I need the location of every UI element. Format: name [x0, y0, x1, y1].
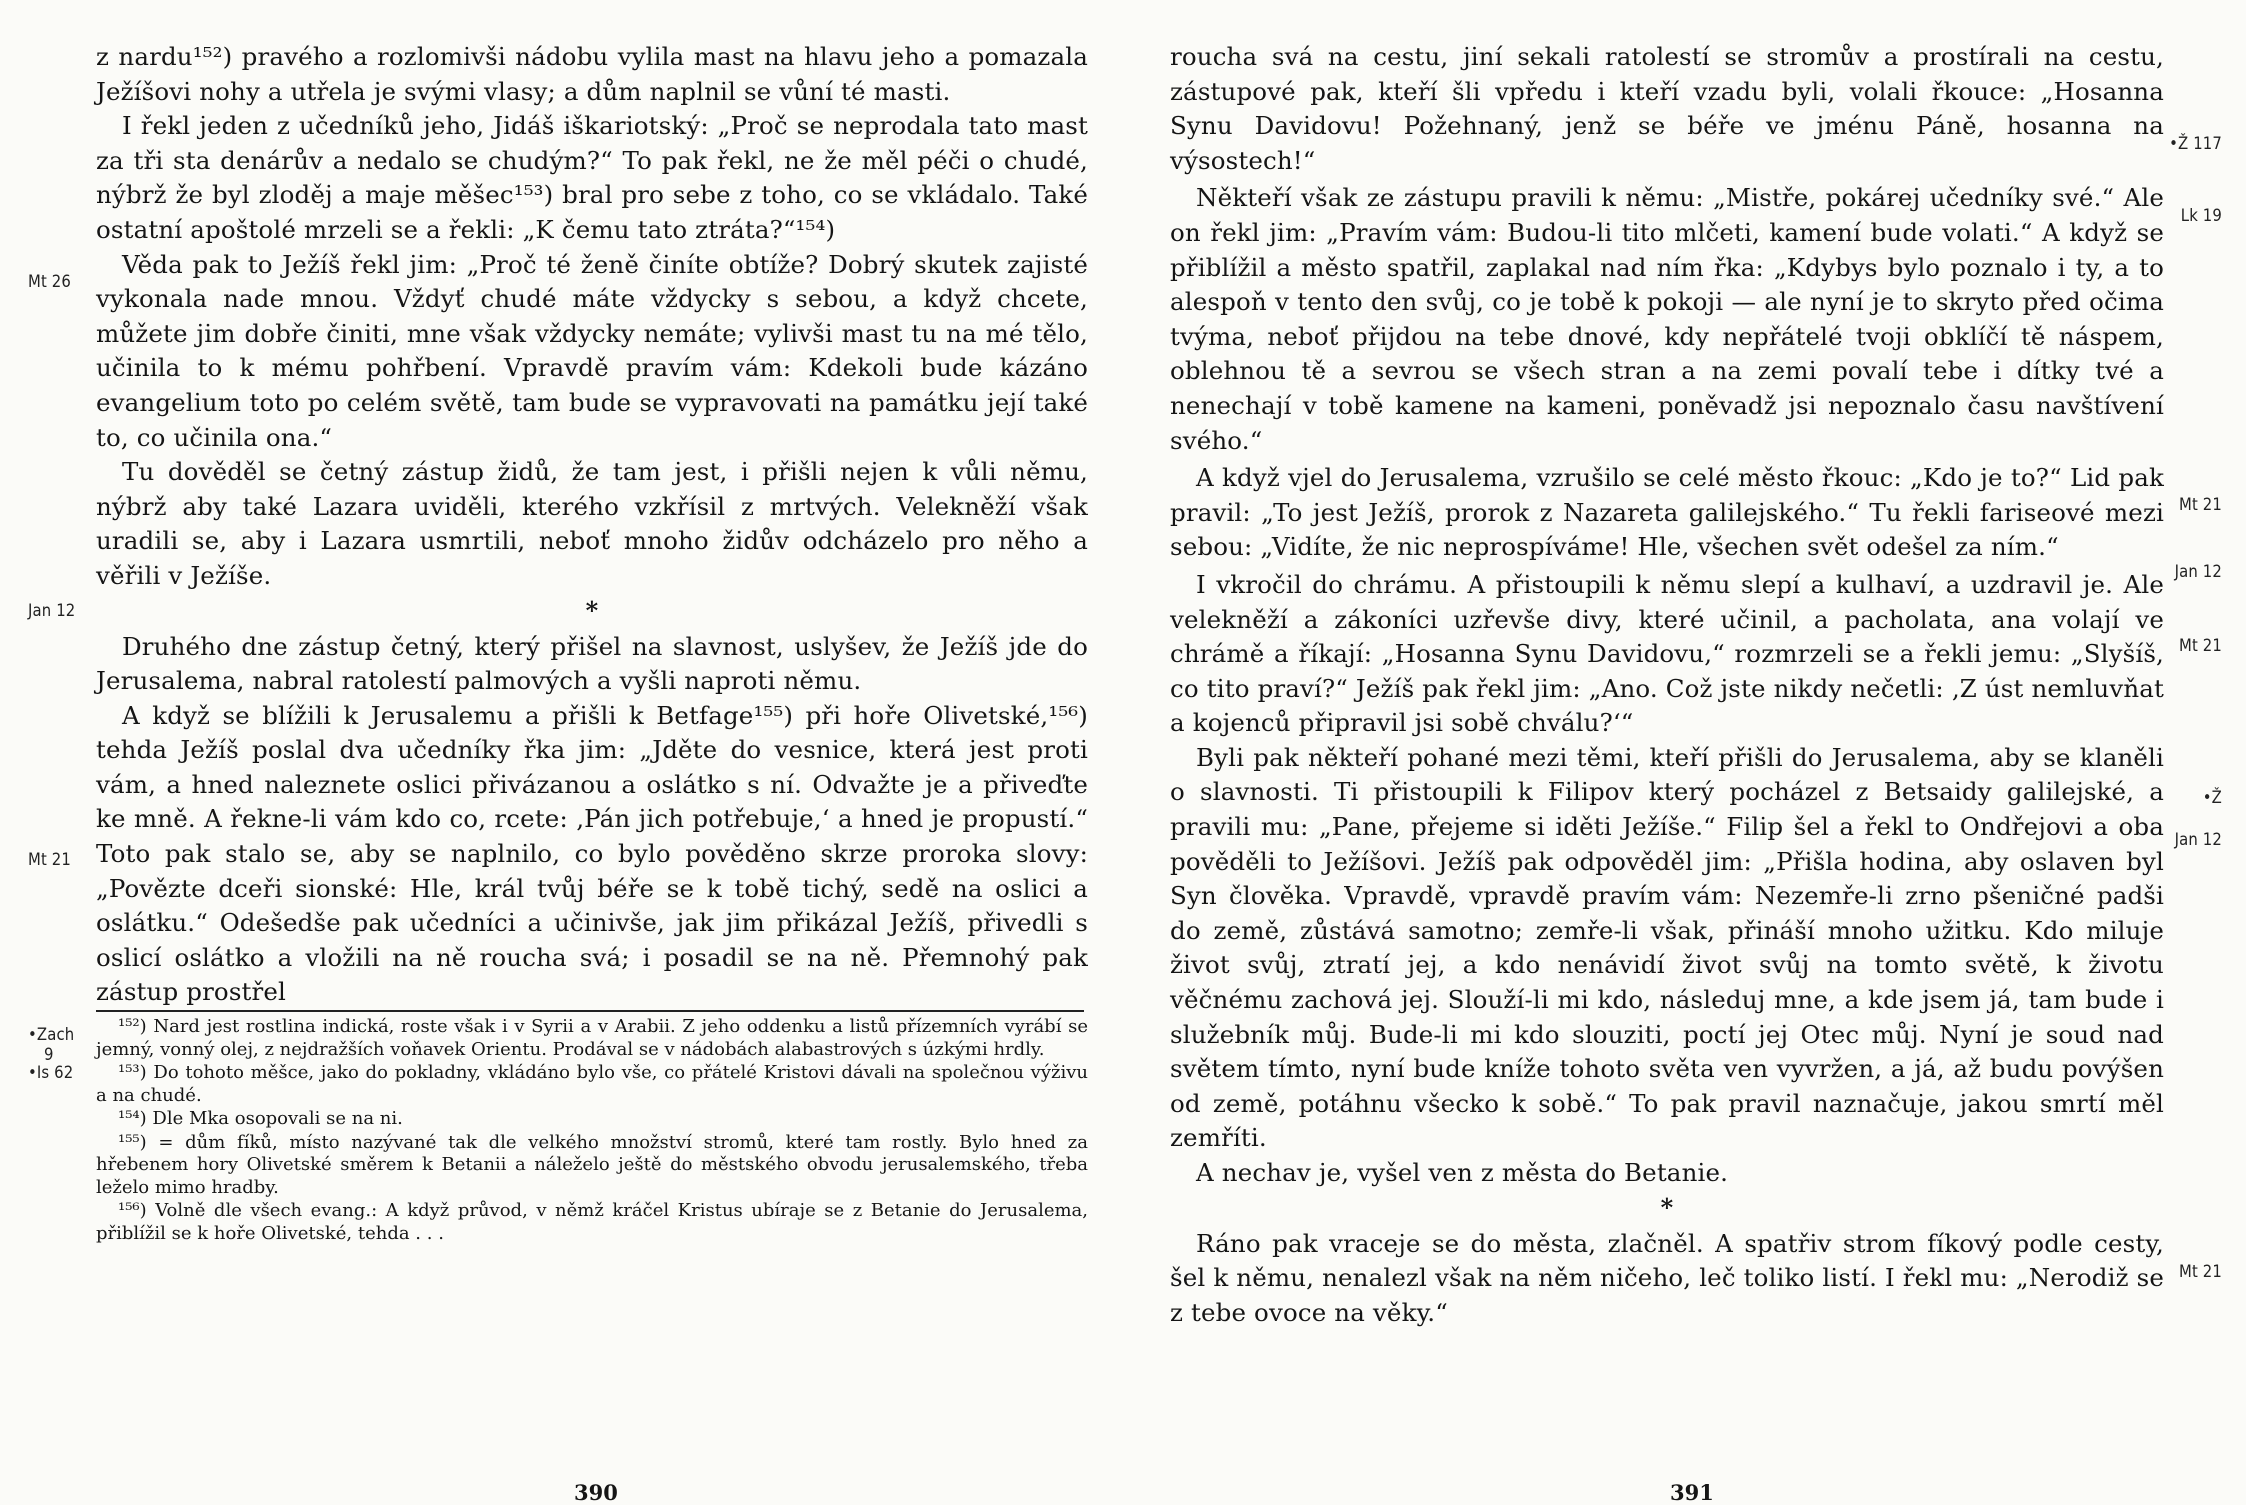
margin-reference: •Ž 117: [2169, 134, 2222, 153]
page-number: 391: [1670, 1480, 1714, 1505]
margin-reference: Mt 21: [2179, 495, 2222, 514]
paragraph: Někteří však ze zástupu pravili k němu: „Mistře, pokárej učedníky své.“ Ale on řekl jim: „Pravím vám: Budou-li tito mlčeti, kamení bude volati.“ A když se přiblížil a město spatřil, zaplakal nad ním řka: „Kdybys bylo poznalo i ty, a to alespoň v tento den svůj, co je tobě k pokoji — ale nyní je to skryto před očima tvýma, neboť přijdou na tebe dnové, kdy nepřátelé tvoji obklíčí tě náspem, oblehnou tě a sevrou se všech stran a na zemi povalí tebe i dítky tvé a nenechají v tobě kamene na kameni, poněvadž jsi nepoznalo času navštívení svého.“: [1170, 183, 2164, 455]
paragraph: Věda pak to Ježíš řekl jim: „Proč té ženě činíte obtíže? Dobrý skutek zajisté vykonala nade mnou. Vždyť chudé máte vždycky s sebou, a když chcete, můžete jim dobře činiti, mne však vždycky nemáte; vylivši mast tu na mé tělo, učinila to k mému pohřbení. Vpravdě pravím vám: Kdekoli bude kázáno evangelium toto po celém světě, tam bude se vypravovati na památku její také to, co učinila ona.“: [96, 249, 1088, 452]
footnote: ¹⁵⁵) = dům fíků, místo nazývané tak dle velkého množství stromů, které tam rostly. Bylo hned za hřebenem hory Olivetské směrem k Betanii a náleželo ještě do městského obvodu jerusalemského, třeba leželo mimo hradby.: [96, 1131, 1088, 1198]
margin-reference: Lk 19: [2180, 206, 2222, 225]
margin-reference: Mt 21: [28, 850, 71, 869]
paragraph: I vkročil do chrámu. A přistoupili k němu slepí a kulhaví, a uzdravil je. Ale velekněží a zákoníci uzřevše divy, které učinil, a pacholata, ana volají ve chrámě a říkají: „Hosanna Synu Davidovu,“ rozmrzeli se a řekli jemu: „Slyšíš, co tito praví?“ Ježíš pak řekl jim: „Ano. Což jste nikdy nečetli: ‚Z úst nemluvňat a kojenců připravil jsi sobě chválu?‘“: [1170, 569, 2164, 738]
section-separator: *: [1660, 1192, 1674, 1222]
paragraph: Druhého dne zástup četný, který přišel na slavnost, uslyšev, že Ježíš jde do Jerusalema, nabral ratolestí palmových a vyšli naproti němu.: [96, 631, 1088, 696]
margin-reference: Jan 12: [2174, 562, 2222, 581]
margin-reference: Jan 12: [28, 601, 76, 620]
footnote: ¹⁵⁶) Volně dle všech evang.: A když průvod, v němž kráčel Kristus ubíraje se z Betanie do Jerusalema, přiblížil se k hoře Olivetské, tehda . . .: [96, 1200, 1088, 1244]
left-page: [28, 40, 1088, 1505]
margin-reference: •Zach: [28, 1025, 75, 1044]
margin-reference: 9: [44, 1045, 54, 1064]
paragraph: Ráno pak vraceje se do města, zlačněl. A spatřiv strom fíkový podle cesty, šel k němu, nenalezl však na něm ničeho, leč toliko listí. I řekl mu: „Nerodiž se z tebe ovoce na věky.“: [1170, 1228, 2164, 1327]
paragraph: Byli pak někteří pohané mezi těmi, kteří přišli do Jerusalema, aby se klaněli o slavnosti. Ti přistoupili k Filipov který pocházel z Betsaidy galilejské, a pravili mu: „Pane, přejeme si iděti Ježíše.“ Filip šel a řekl to Ondřejovi a oba pověděli to Ježíšovi. Ježíš pak odpověděl jim: „Přišla hodina, aby oslaven byl Syn člověka. Vpravdě, vpravdě pravím vám: Nezemře-li zrno pšeničné padši do země, zůstává samotno; zemře-li však, přináší mnoho užitku. Kdo miluje život svůj, ztratí jej, a kdo nenávidí život svůj na tomto světě, k životu věčnému zachová jej. Slouží-li mi kdo, následuj mne, a kde jsem já, tam bude i služebník můj. Bude-li mi kdo slouziti, poctí jej Otec můj. Nyní je soud nad světem tímto, nyní bude kníže tohoto světa ven vyvržen, a já, až budu povýšen od země, potáhnu všecko k sobě.“ To pak pravil naznačuje, jakou smrtí měl zemříti.: [1170, 742, 2164, 1153]
footnote: ¹⁵⁴) Dle Mka osopovali se na ni.: [118, 1108, 403, 1130]
page-number: 390: [574, 1480, 618, 1505]
paragraph: Tu dověděl se četný zástup židů, že tam jest, i přišli nejen k vůli němu, nýbrž aby také Lazara uviděli, kterého vzkřísil z mrtvých. Velekněží však uradili se, aby i Lazara usmrtili, neboť mnoho židův odcházelo pro něho a věřili v Ježíše.: [96, 457, 1088, 590]
margin-reference: Mt 21: [2179, 636, 2222, 655]
paragraph: A když vjel do Jerusalema, vzrušilo se celé město řkouc: „Kdo je to?“ Lid pak pravil: „To jest Ježíš, prorok z Nazareta galilejského.“ Tu řekli fariseové mezi sebou: „Vidíte, že nic neprospíváme! Hle, všechen svět odešel za ním.“: [1170, 463, 2164, 562]
footnote: ¹⁵³) Do tohoto měšce, jako do pokladny, vkládáno bylo vše, co přátelé Kristovi dávali na společnou výživu a na chudé.: [96, 1062, 1088, 1106]
footnote: ¹⁵²) Nard jest rostlina indická, roste však i v Syrii a v Arabii. Z jeho oddenku a listů přízemních vyrábí se jemný, vonný olej, z nejdražších voňavek Orientu. Prodával se v nádobách alabastrových s úzkými hrdly.: [96, 1016, 1088, 1060]
margin-reference: Mt 26: [28, 272, 71, 291]
paragraph: A nechav je, vyšel ven z města do Betanie.: [1196, 1158, 1729, 1187]
margin-reference: Mt 21: [2179, 1262, 2222, 1281]
paragraph: roucha svá na cestu, jiní sekali ratolestí se stromův a prostírali na cestu, zástupové pak, kteří šli vpředu i kteří vzadu byli, volali řkouce: „Hosanna Synu Davidovu! Požehnaný, jenž se béře ve jménu Páně, hosanna na výsostech!“: [1170, 42, 2164, 175]
paragraph: I řekl jeden z učedníků jeho, Jidáš iškariotský: „Proč se neprodala tato mast za tři sta denárův a nedalo se chudým?“ To pak řekl, ne že měl péči o chudé, nýbrž že byl zloděj a maje měšec¹⁵³) bral pro sebe z toho, co se vkládalo. Také ostatní apoštolé mrzeli se a řekli: „K čemu tato ztráta?“¹⁵⁴): [96, 111, 1088, 244]
footnotes: [96, 1016, 1088, 1245]
right-page-body: [1170, 40, 2222, 1330]
paragraph: A když se blížili k Jerusalemu a přišli k Betfage¹⁵⁵) při hoře Olivetské,¹⁵⁶) tehda Ježíš poslal dva učedníky řka jim: „Jděte do vesnice, která jest proti vám, a hned naleznete oslici přivázanou a oslátko s ní. Odvažte je a přiveďte ke mně. A řekne-li vám kdo co, rcete: ‚Pán jich potřebuje,‘ a hned je propustí.“ Toto pak stalo se, aby se naplnilo, co bylo pověděno skrze proroka slovy: „Povězte dceři sionské: Hle, král tvůj béře se k tobě tichý, sedě na oslici a oslátku.“ Odešedše pak učedníci a učinivše, jak jim přikázal Ježíš, přivedli s oslicí oslátko a vložili na ně roucha svá; i posadil se na ně. Přemnohý pak zástup prostřel: [96, 700, 1088, 1007]
margin-reference: •Is 62: [28, 1063, 74, 1082]
footnote-rule: [96, 1010, 1084, 1012]
margin-reference: Jan 12: [2174, 830, 2222, 849]
section-separator: *: [585, 595, 599, 625]
margin-reference: •Ž: [2202, 788, 2222, 807]
right-page: [1170, 40, 2222, 1505]
paragraph: z nardu¹⁵²) pravého a rozlomivši nádobu vylila mast na hlavu jeho a pomazala Ježíšovi nohy a utřela je svými vlasy; a dům naplnil se vůní té masti.: [96, 42, 1088, 106]
